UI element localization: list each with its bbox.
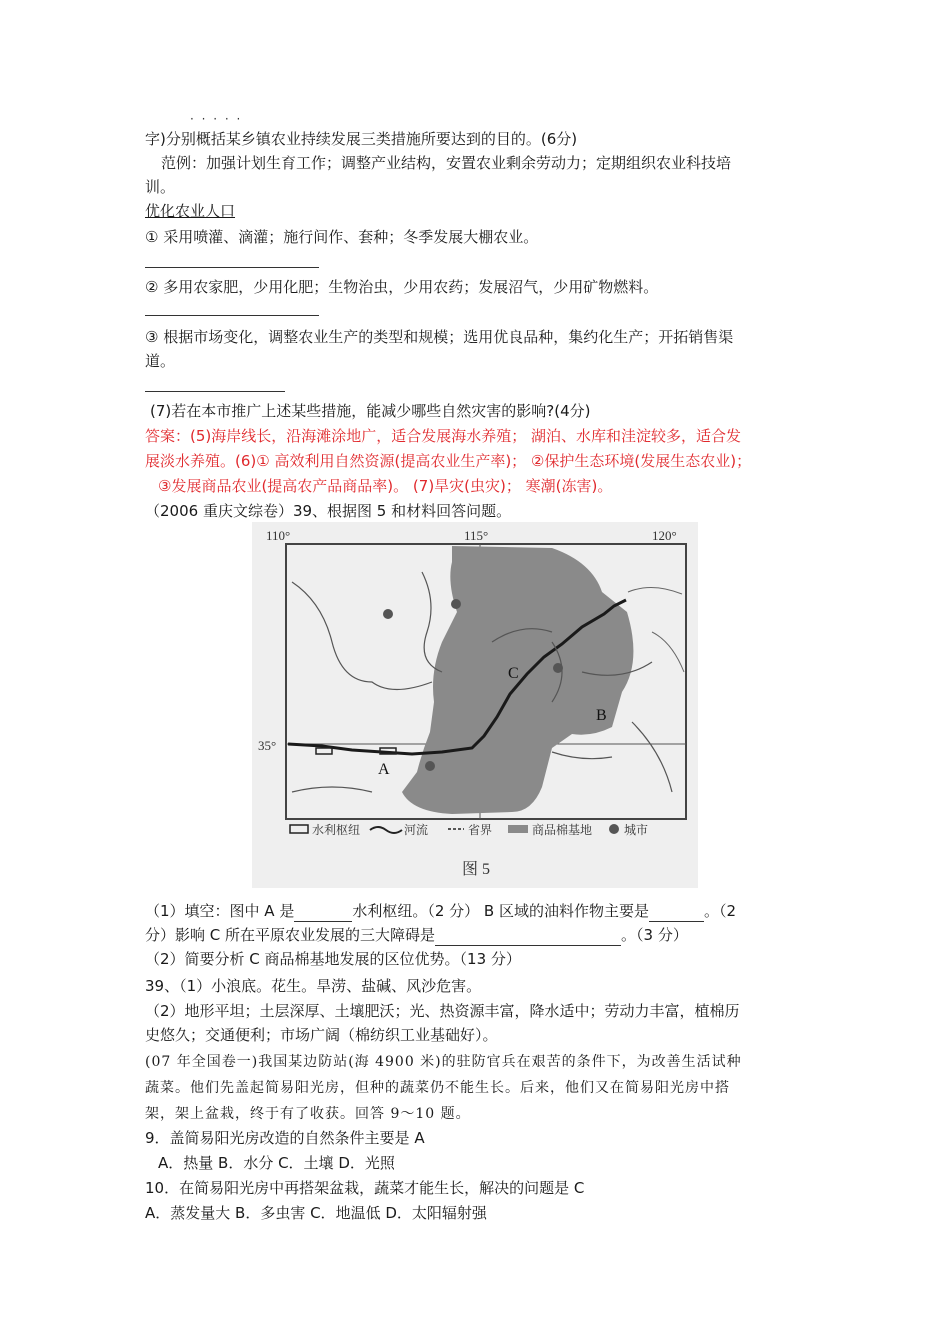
answer-blank-3 <box>145 391 285 392</box>
label-c: C <box>508 665 519 682</box>
answer-39-2-cont: 史悠久；交通便利；市场广阔（棉纺织工业基础好）。 <box>145 1026 498 1044</box>
example-heading: 优化农业人口 <box>145 202 236 220</box>
q39-p1-text-3: 。（2 <box>703 902 737 920</box>
question-10-options: A．蒸发量大 B．多虫害 C．地温低 D．太阳辐射强 <box>145 1204 487 1222</box>
question-7b: (7)若在本市推广上述某些措施，能减少哪些自然灾害的影响?(4分) <box>150 402 591 420</box>
city-marker-1 <box>383 609 393 619</box>
answer-blank-2 <box>145 315 319 316</box>
lon-label-110: 110° <box>266 528 291 543</box>
fill-blank-c[interactable] <box>435 929 621 946</box>
answer-blank-1 <box>145 267 319 268</box>
lon-label-115: 115° <box>464 528 489 543</box>
question-9: 9．盖简易阳光房改造的自然条件主要是 A <box>145 1129 425 1147</box>
label-a: A <box>378 761 390 778</box>
answer-39-1: 39、（1）小浪底。花生。旱涝、盐碱、风沙危害。 <box>145 977 482 995</box>
legend-hub: 水利枢纽 <box>312 823 361 837</box>
legend-cotton-icon <box>508 825 528 833</box>
measure-3: ③ 根据市场变化，调整农业生产的类型和规模；选用优良品种，集约化生产；开拓销售渠 <box>145 328 734 346</box>
question-07-intro-3: 架，架上盆栽，终于有了收获。回答 9～10 题。 <box>145 1106 471 1122</box>
q39-p1-text-2: 水利枢纽。（2 分） B 区域的油料作物主要是 <box>352 902 649 920</box>
measure-2: ② 多用农家肥，少用化肥；生物治虫，少用农药；发展沼气，少用矿物燃料。 <box>145 278 659 296</box>
example-text-cont: 训。 <box>145 178 176 196</box>
answer-line-2: 展淡水养殖。(6)① 高效利用自然资源(提高农业生产率)； ②保护生态环境(发展生态农业)； <box>145 452 752 470</box>
fill-blank-b[interactable] <box>649 905 704 922</box>
question-10: 10．在简易阳光房中再搭架盆栽，蔬菜才能生长，解决的问题是 C <box>145 1179 585 1197</box>
question-7-text: 字)分别概括某乡镇农业持续发展三类措施所要达到的目的。(6分) <box>145 130 578 148</box>
legend-river: 河流 <box>404 823 429 837</box>
legend-border: 省界 <box>468 823 493 837</box>
figure-5-map <box>252 522 698 888</box>
answer-39-2: （2）地形平坦；土层深厚、土壤肥沃；光、热资源丰富，降水适中；劳动力丰富，植棉历 <box>145 1002 740 1020</box>
question-07-intro-2: 蔬菜。他们先盖起简易阳光房，但种的蔬菜仍不能生长。后来，他们又在简易阳光房中搭 <box>145 1080 730 1096</box>
city-marker-4 <box>425 761 435 771</box>
legend-cotton: 商品棉基地 <box>532 823 593 837</box>
measure-3-cont: 道。 <box>145 352 176 370</box>
question-39-part-1 <box>145 900 736 922</box>
legend-city: 城市 <box>624 823 649 837</box>
legend-city-icon <box>609 824 619 834</box>
label-b: B <box>596 707 607 724</box>
question-39-part-2: （2）简要分析 C 商品棉基地发展的区位优势。（13 分） <box>145 950 521 968</box>
question-9-options: A．热量 B．水分 C．土壤 D．光照 <box>158 1154 395 1172</box>
fill-blank-a[interactable] <box>294 905 352 922</box>
question-39-part-1-cont <box>145 924 688 946</box>
answer-line-3: ③发展商品农业(提高农产品商品率)。 (7)旱灾(虫灾)； 寒潮(冻害)。 <box>158 477 613 495</box>
city-marker-2 <box>451 599 461 609</box>
figure-caption: 图 5 <box>461 861 491 878</box>
lon-label-120: 120° <box>652 528 677 543</box>
example-text: 范例：加强计划生育工作；调整产业结构，安置农业剩余劳动力；定期组织农业科技培 <box>161 154 732 172</box>
q39-p1b-text-2: 。（3 分） <box>621 926 688 944</box>
question-39-source: （2006 重庆文综卷）39、根据图 5 和材料回答问题。 <box>145 502 512 520</box>
map-svg <box>252 522 698 888</box>
lat-label-35: 35° <box>258 738 277 753</box>
question-07-intro-1: (07 年全国卷一)我国某边防站(海 4900 米)的驻防官兵在艰苦的条件下，为改善生活试种 <box>145 1054 742 1070</box>
q39-p1b-text-1: 分）影响 C 所在平原农业发展的三大障碍是 <box>145 926 436 944</box>
emphasis-dots: · · · · · <box>190 112 243 126</box>
city-marker-3 <box>553 663 563 673</box>
measure-1: ① 采用喷灌、滴灌；施行间作、套种；冬季发展大棚农业。 <box>145 228 539 246</box>
answer-line-1: 答案：(5)海岸线长，沿海滩涂地广，适合发展海水养殖； 湖泊、水库和洼淀较多，适合发 <box>145 427 742 445</box>
q39-p1-text-1: （1）填空：图中 A 是 <box>145 902 295 920</box>
